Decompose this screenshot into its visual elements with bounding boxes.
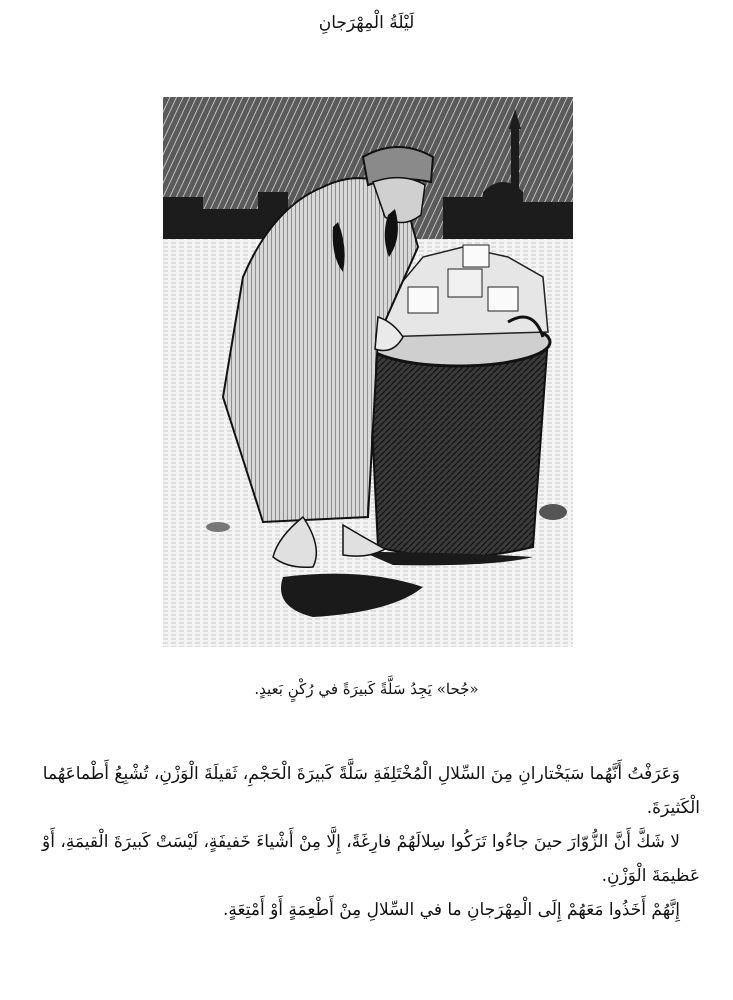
- stone: [539, 504, 567, 520]
- paragraph: لا شَكَّ أَنَّ الزُّوّارَ حينَ جاءُوا تَرَكُوا سِلالَهُمْ فارِغَةً، إِلَّا مِنْ أَشْياءَ خَفيفَةٍ، لَيْسَتْ كَبيرَةَ الْقيمَةِ، أَوْ عَظيمَةَ الْوَزْنِ.: [42, 832, 700, 886]
- story-text: [38, 757, 700, 927]
- paragraph: إِنَّهُمْ أَخَذُوا مَعَهُمْ إِلَى الْمِهْرَجانِ ما في السِّلالِ مِنْ أَطْعِمَةٍ أَوْ أَمْتِعَةٍ.: [223, 900, 680, 920]
- figure-caption: «جُحا» يَجِدُ سَلَّةً كَبيرَةً في رُكْنٍ بَعيدٍ.: [254, 680, 479, 698]
- story-illustration: [163, 97, 573, 647]
- stone: [206, 522, 230, 532]
- page-title: لَيْلَةُ الْمِهْرَجانِ: [318, 13, 415, 33]
- paragraph: وَعَرَفْتُ أَنَّهُما سَيَخْتارانِ مِنَ السِّلالِ الْمُخْتَلِفَةِ سَلَّةً كَبيرَةَ الْحَجْمِ، ثَقيلَةَ الْوَزْنِ، تُشْبِعُ أَطْماعَهُما الْكَثيرَةَ.: [42, 764, 700, 818]
